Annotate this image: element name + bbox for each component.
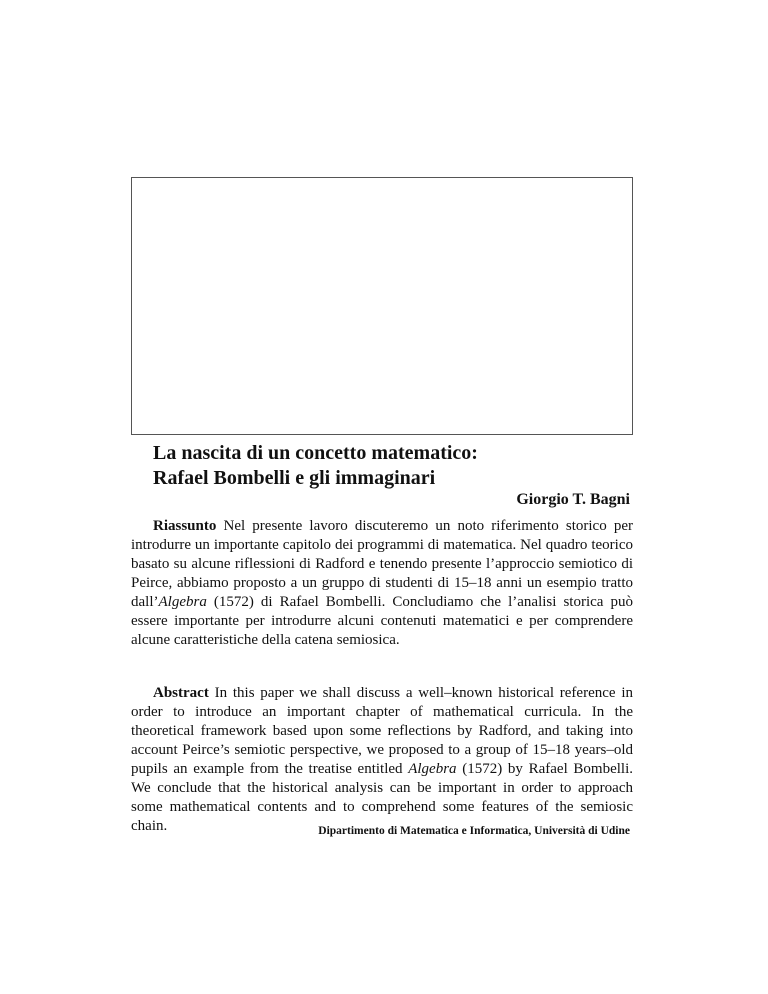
author-name: Giorgio T. Bagni bbox=[516, 491, 630, 508]
paper-title-line-2: Rafael Bombelli e gli immaginari bbox=[153, 467, 436, 489]
abstract-italic-title: Algebra bbox=[408, 761, 457, 777]
blank-figure-frame bbox=[131, 177, 633, 435]
riassunto-italic-title: Algebra bbox=[158, 594, 207, 610]
abstract-text-1: In this paper we shall discuss a well–known historical reference in order to introduce an important chapter of mathematical curricula. In the theoretical framework based upon some reflections by Radford, and taking into account Peirce’s semiotic perspective, we proposed to a group of 15–18 years–old pupils an example from the treatise entitled bbox=[131, 685, 633, 777]
affiliation: Dipartimento di Matematica e Informatica, Università di Udine bbox=[318, 825, 630, 837]
abstract-paragraph bbox=[131, 684, 633, 836]
abstract-label: Abstract bbox=[153, 685, 209, 701]
riassunto-label: Riassunto bbox=[153, 518, 217, 534]
riassunto-text-1: Nel presente lavoro discuteremo un noto riferimento storico per introdurre un importante capitolo dei programmi di matematica. Nel quadro teorico basato su alcune riflessioni di Radford e tenendo presente l’approccio semiotico di Peirce, abbiamo proposto a un gruppo di studenti di 15–18 anni un esempio tratto dall’ bbox=[131, 518, 633, 610]
paper-title-line-1: La nascita di un concetto matematico: bbox=[153, 442, 478, 464]
riassunto-paragraph bbox=[131, 517, 633, 650]
riassunto-text-2: (1572) di Rafael Bombelli. Concludiamo che l’analisi storica può essere importante per introdurre alcuni contenuti matematici e per comprendere alcune caratteristiche della catena semiosica. bbox=[131, 594, 633, 648]
abstract-text-2: (1572) by Rafael Bombelli. We conclude that the historical analysis can be important in order to approach some mathematical contents and to comprehend some features of the semiosic chain. bbox=[131, 761, 633, 834]
paper-title bbox=[153, 441, 653, 491]
